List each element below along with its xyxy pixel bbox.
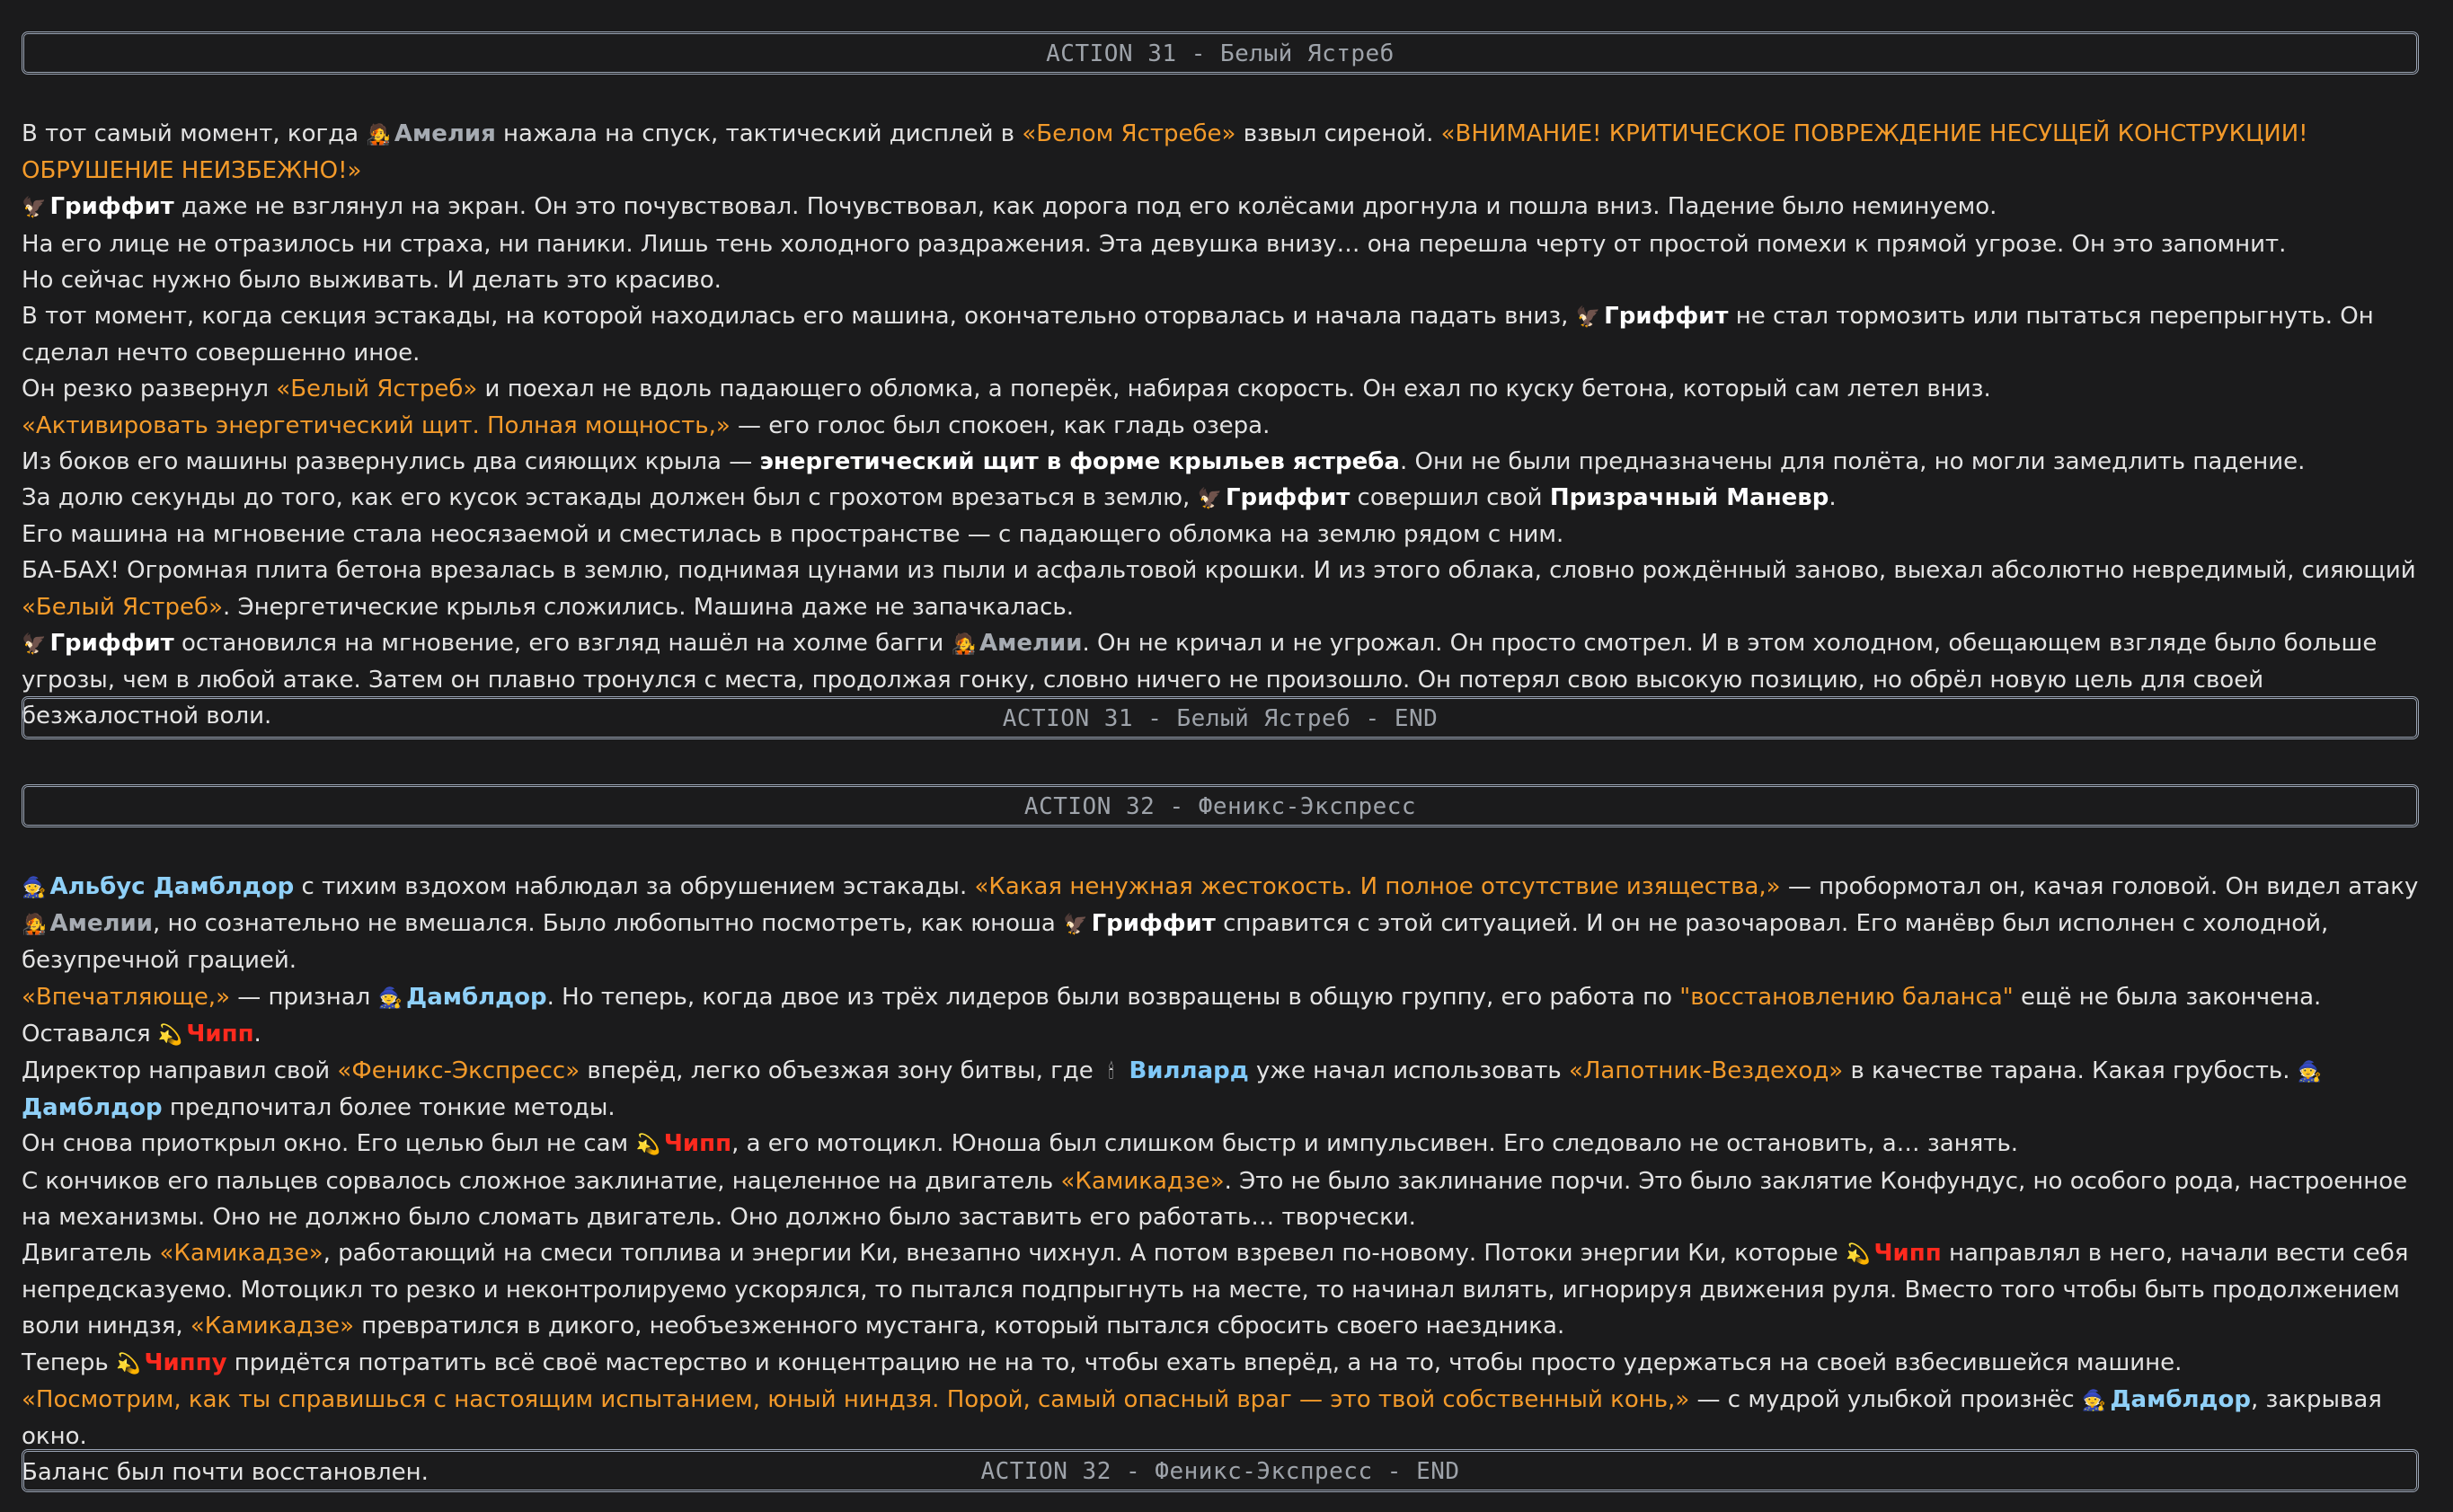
- character-name-griffith: Гриффит: [49, 193, 174, 221]
- paragraph: [22, 116, 2439, 189]
- text-run: , но сознательно не вмешался. Было любопытно посмотреть, как юноша: [152, 910, 1064, 938]
- character-name-chipp: Чипп: [186, 1020, 254, 1048]
- text-run: .: [253, 1020, 261, 1048]
- text-run: . Энергетические крылья сложились. Машина даже не запачкалась.: [223, 593, 1075, 621]
- text-run: [1866, 1240, 1873, 1267]
- text-run: . Они не были предназначены для полёта, но могли замедлить падение.: [1399, 447, 2306, 475]
- character-emoji-icon: 🧑‍🎤: [366, 123, 391, 146]
- text-run: справится с этой ситуацией. И он не разочаровал. Его манёвр был исполнен с холодной, безупречной грацией.: [22, 910, 2329, 975]
- paragraph: [22, 1126, 2439, 1163]
- character-emoji-icon: 🦅: [22, 632, 47, 656]
- highlight-quote: «Лапотник-Вездеход»: [1568, 1057, 1844, 1085]
- paragraph: [22, 444, 2439, 480]
- character-name-amelia: Амелии: [979, 629, 1083, 657]
- character-name-griffith: Гриффит: [1604, 303, 1729, 331]
- text-run: придётся потратить всё своё мастерство и концентрацию не на то, чтобы ехать вперёд, а на то, чтобы просто удержаться на своей взбесившейся машине.: [226, 1348, 2183, 1376]
- paragraph: [22, 869, 2439, 979]
- text-run: ещё не была закончена. Оставался: [22, 983, 2322, 1048]
- text-run: [399, 984, 406, 1011]
- character-name-griffith: Гриффит: [49, 629, 174, 657]
- paragraph: [22, 371, 2439, 407]
- character-emoji-icon: 🦅: [1575, 305, 1601, 330]
- text-run: БА-БАХ! Огромная плита бетона врезалась в землю, поднимая цунами из пыли и асфальтовой крошки. И из этого облака, словно рождённый заново, выехал абсолютно невредимый, сияющий: [22, 557, 2416, 585]
- character-emoji-icon: 🧑‍🎤: [951, 632, 977, 656]
- character-name-griffith: Гриффит: [1091, 910, 1216, 938]
- paragraph: [22, 189, 2439, 225]
- action-31-body: [22, 116, 2439, 734]
- text-run: . Он не кричал и не угрожал. Он просто смотрел. И в этом холодном, обещающем взгляде было больше угрозы, чем в любой атаке. Затем он плавно тронулся с места, продолжая гонку, словно ничего не произошло. Он потерял свою высокую позицию, но обрёл новую цель для своей безжалостной воли.: [22, 629, 2378, 730]
- character-emoji-icon: 🕯: [1108, 1060, 1114, 1084]
- text-run: , работающий на смеси топлива и энергии Ки, внезапно чихнул. А потом взревел по-новому. Потоки энергии Ки, которые: [323, 1240, 1846, 1268]
- highlight-quote: «Феникс-Экспресс»: [337, 1057, 580, 1085]
- paragraph: [22, 1053, 2439, 1126]
- character-name-chipp: Чипп: [663, 1130, 732, 1158]
- character-emoji-icon: 🧙: [22, 876, 47, 899]
- character-name-dumbledore: Альбус Дамблдор: [49, 873, 295, 900]
- paragraph: [22, 1163, 2439, 1235]
- action-32-footer: ACTION 32 - Феникс-Экспресс - END: [22, 1449, 2419, 1492]
- text-run: превратился в дикого, необъезженного мустанга, который пытался сбросить своего наездника.: [354, 1313, 1565, 1340]
- action-31-footer: ACTION 31 - Белый Ястреб - END: [22, 696, 2419, 739]
- character-name-chipp: Чипп: [1873, 1240, 1942, 1268]
- character-name-dumbledore: Дамблдор: [22, 1094, 163, 1122]
- text-run: Баланс был почти восстановлен.: [22, 1459, 429, 1487]
- text-run: с тихим вздохом наблюдал за обрушением эстакады.: [294, 873, 975, 900]
- character-emoji-icon: 💫: [1846, 1242, 1871, 1267]
- highlight-quote: «Белый Ястреб»: [276, 376, 478, 403]
- text-run: вперёд, легко объезжая зону битвы, где: [580, 1057, 1101, 1085]
- text-run: В тот момент, когда секция эстакады, на которой находилась его машина, окончательно оторвалась и начала падать вниз,: [22, 303, 1576, 331]
- text-run: [1597, 303, 1604, 330]
- character-name-dumbledore: Дамблдор: [2110, 1385, 2251, 1413]
- text-run: нажала на спуск, тактический дисплей в: [495, 120, 1023, 147]
- text-run: .: [1829, 484, 1837, 512]
- text-run: — его голос был спокоен, как гладь озера.: [730, 411, 1271, 439]
- character-emoji-icon: 💫: [635, 1133, 660, 1157]
- text-run: взвыл сиреной.: [1235, 120, 1441, 147]
- text-run: Его машина на мгновение стала неосязаемой и сместилась в пространстве — с падающего обломка на землю рядом с ним.: [22, 521, 1564, 549]
- highlight-quote: «Белом Ястребе»: [1022, 120, 1236, 147]
- highlight-quote: «Камикадзе»: [1060, 1167, 1225, 1195]
- character-emoji-icon: 🦅: [1063, 913, 1088, 937]
- character-emoji-icon: 🦅: [1197, 487, 1223, 511]
- text-run: и поехал не вдоль падающего обломка, а поперёк, набирая скорость. Он ехал по куску бетона, который сам летел вниз.: [477, 376, 1991, 403]
- text-run: [657, 1130, 664, 1157]
- paragraph: [22, 298, 2439, 371]
- text-run: даже не взглянул на экран. Он это почувствовал. Почувствовал, как дорога под его колёсами дрогнула и пошла вниз. Падение было неминуемо.: [173, 193, 1997, 221]
- action-32-header: ACTION 32 - Феникс-Экспресс: [22, 784, 2419, 827]
- text-run: направлял в него, начали вести себя непредсказуемо. Мотоцикл то резко и неконтролируемо ускорялся, то пытался подпрыгнуть на месте, то начинал вилять, игнорируя движения руля. Вместо того чтобы быть продолжением воли ниндзя,: [22, 1240, 2409, 1340]
- text-run: Он резко развернул: [22, 376, 277, 403]
- highlight-quote: «Какая ненужная жестокость. И полное отсутствие изящества,»: [974, 873, 1781, 900]
- character-emoji-icon: 💫: [157, 1022, 183, 1047]
- text-run: уже начал использовать: [1248, 1057, 1569, 1085]
- paragraph: [22, 1235, 2439, 1345]
- highlight-quote: «Белый Ястреб»: [22, 593, 223, 621]
- character-emoji-icon: 🧙: [2081, 1388, 2107, 1412]
- character-name-chipp: Чиппу: [144, 1348, 227, 1376]
- paragraph: [22, 1345, 2439, 1382]
- action-32-body: [22, 869, 2439, 1490]
- highlight-quote: «Камикадзе»: [159, 1240, 323, 1268]
- text-run: , а его мотоцикл. Юноша был слишком быстр и импульсивен. Его следовало не остановить, а… занять.: [731, 1130, 2019, 1158]
- text-run: , закрывая окно.: [22, 1385, 2382, 1451]
- paragraph: [22, 480, 2439, 517]
- text-run: предпочитал более тонкие методы.: [162, 1094, 615, 1122]
- paragraph: [22, 226, 2439, 262]
- bold-text: Призрачный Маневр: [1549, 484, 1829, 512]
- text-run: Но сейчас нужно было выживать. И делать это красиво.: [22, 266, 722, 294]
- paragraph: [22, 408, 2439, 444]
- highlight-quote: "восстановлению баланса": [1679, 983, 2014, 1011]
- bold-text: энергетический щит в форме крыльев ястреба: [759, 447, 1400, 475]
- text-run: На его лице не отразилось ни страха, ни паники. Лишь тень холодного раздражения. Эта девушка внизу… она перешла черту от простой помехи к прямой угрозе. Он это запомнит.: [22, 230, 2287, 258]
- character-emoji-icon: 🧙: [377, 986, 403, 1010]
- text-run: [1218, 484, 1226, 511]
- paragraph: [22, 517, 2439, 553]
- text-run: Из боков его машины развернулись два сияющих крыла —: [22, 447, 760, 475]
- action-31-header: ACTION 31 - Белый Ястреб: [22, 31, 2419, 75]
- character-name-amelia: Амелия: [394, 120, 496, 147]
- paragraph: [22, 1382, 2439, 1455]
- text-run: . Но теперь, когда двое из трёх лидеров были возвращены в общую группу, его работа по: [546, 983, 1680, 1011]
- paragraph: [22, 262, 2439, 298]
- text-run: не стал тормозить или пытаться перепрыгнуть. Он сделал нечто совершенно иное.: [22, 303, 2374, 367]
- text-run: Директор направил свой: [22, 1057, 338, 1085]
- paragraph: [22, 553, 2439, 624]
- paragraph: [22, 979, 2439, 1053]
- text-run: Теперь: [22, 1348, 116, 1376]
- text-run: в качестве тарана. Какая грубость.: [1843, 1057, 2298, 1085]
- text-run: остановился на мгновение, его взгляд нашёл на холме багги: [173, 629, 952, 657]
- text-run: В тот самый момент, когда: [22, 120, 367, 147]
- text-run: С кончиков его пальцев сорвалось сложное заклинатие, нацеленное на двигатель: [22, 1167, 1061, 1195]
- character-name-dumbledore: Дамблдор: [406, 983, 547, 1011]
- text-run: — пробормотал он, качая головой. Он видел атаку: [1780, 873, 2419, 900]
- character-name-amelia: Амелии: [49, 910, 153, 938]
- highlight-quote: «Посмотрим, как ты справишься с настоящим испытанием, юный ниндзя. Порой, самый опасный враг — это твой собственный конь,»: [22, 1385, 1690, 1413]
- text-run: совершил свой: [1350, 484, 1550, 512]
- highlight-quote: «Камикадзе»: [190, 1313, 355, 1340]
- text-run: Он снова приоткрыл окно. Его целью был не сам: [22, 1130, 636, 1158]
- text-run: [1084, 910, 1091, 937]
- text-run: . Это не было заклинание порчи. Это было заклятие Конфундус, но особого рода, настроенное на механизмы. Оно не должно было сломать двигатель. Оно должно было заставить его работать… творчески.: [22, 1167, 2408, 1231]
- character-name-griffith: Гриффит: [1225, 484, 1350, 512]
- text-run: [972, 630, 979, 657]
- text-run: За долю секунды до того, как его кусок эстакады должен был с грохотом врезаться в землю,: [22, 484, 1198, 512]
- character-emoji-icon: 🧑‍🎤: [22, 913, 47, 937]
- text-run: Двигатель: [22, 1240, 160, 1268]
- highlight-quote: «Активировать энергетический щит. Полная мощность,»: [22, 411, 731, 439]
- character-emoji-icon: 🧙: [2297, 1060, 2323, 1084]
- character-emoji-icon: 💫: [115, 1351, 141, 1375]
- text-run: — с мудрой улыбкой произнёс: [1689, 1385, 2082, 1413]
- character-name-willard: Виллард: [1129, 1057, 1249, 1085]
- character-emoji-icon: 🦅: [22, 196, 47, 220]
- highlight-quote: «Впечатляюще,»: [22, 983, 230, 1011]
- text-run: — признал: [229, 983, 378, 1011]
- highlight-quote: «ВНИМАНИЕ! КРИТИЧЕСКОЕ ПОВРЕЖДЕНИЕ НЕСУЩЕЙ КОНСТРУКЦИИ! ОБРУШЕНИЕ НЕИЗБЕЖНО!»: [22, 120, 2308, 185]
- text-run: [387, 120, 394, 147]
